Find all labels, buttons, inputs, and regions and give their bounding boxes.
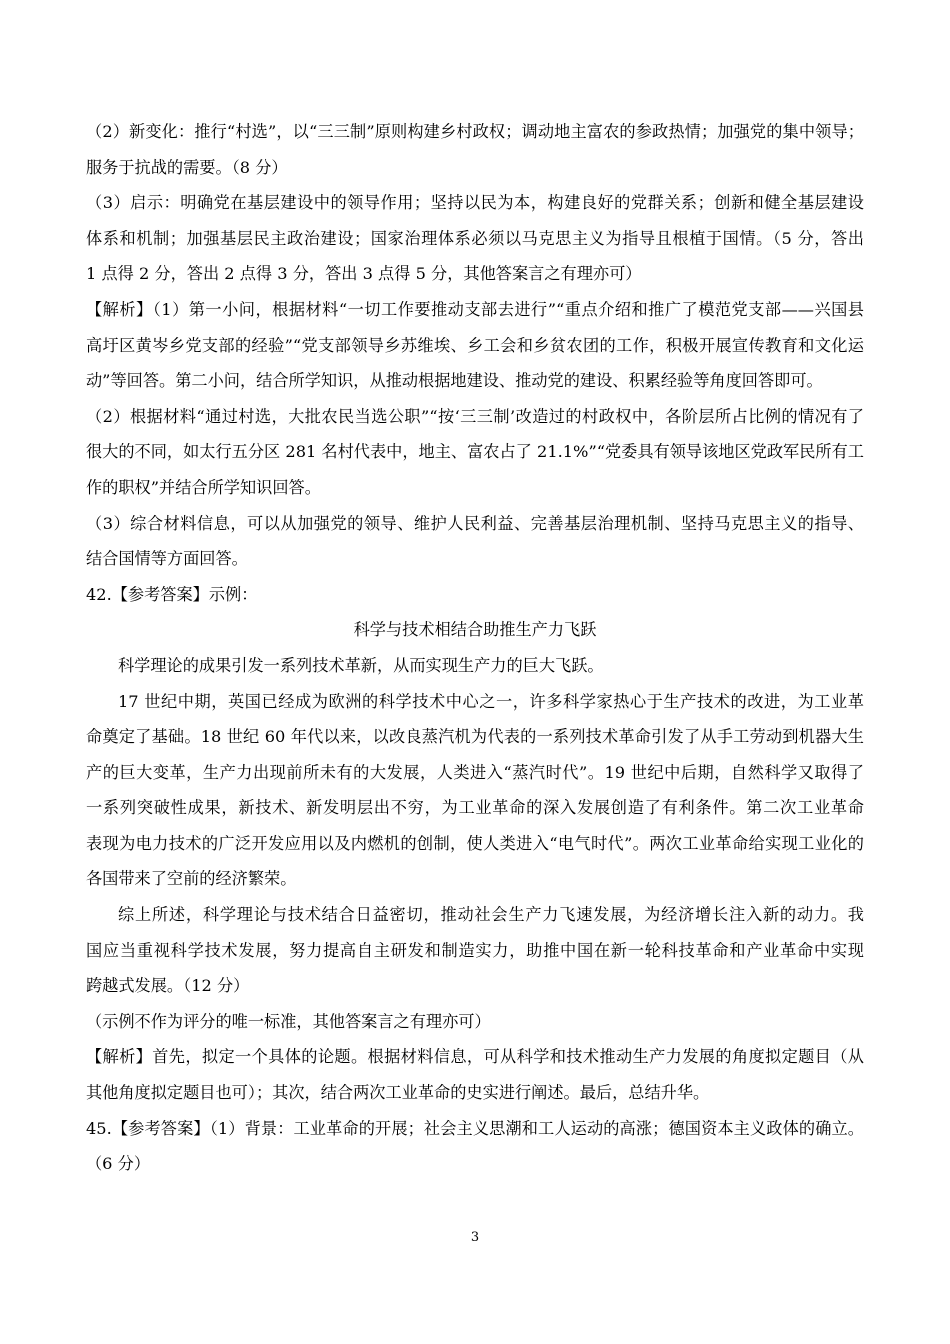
answer-2-line-1: （2）新变化：推行“村选”，以“三三制”原则构建乡村政权；调动地主富农的参政热情；加强党的集中领导；: [86, 122, 864, 141]
answer-3-line-2: 体系和机制；加强基层民主政治建设；国家治理体系必须以马克思主义为指导且根植于国情。（5 分，答出: [86, 228, 864, 248]
analysis-2-line-3: 作的职权”并结合所学知识回答。: [86, 477, 321, 497]
answer-3-line-3: 1 点得 2 分，答出 2 点得 3 分，答出 3 点得 5 分，其他答案言之有理亦可）: [86, 264, 642, 284]
essay-body-line-6: 各国带来了空前的经济繁荣。: [86, 869, 297, 889]
essay-conclusion-line-2: 国应当重视科学技术发展，努力提高自主研发和制造实力，助推中国在新一轮科技革命和产业革命中实现: [86, 940, 864, 960]
answer-3-line-1: （3）启示：明确党在基层建设中的领导作用；坚持以民为本，构建良好的党群关系；创新和健全基层建设: [86, 193, 864, 213]
question-45-line-1: 45.【参考答案】（1）背景：工业革命的开展；社会主义思潮和工人运动的高涨；德国资本主义政体的确立。: [86, 1118, 864, 1138]
analysis-3-line-1: （3）综合材料信息，可以从加强党的领导、维护人民利益、完善基层治理机制、坚持马克思主义的指导、: [86, 513, 864, 533]
essay-body-line-4: 一系列突破性成果，新技术、新发明层出不穷，为工业革命的深入发展创造了有利条件。第二次工业革命: [86, 798, 864, 818]
essay-conclusion-line-3: 跨越式发展。（12 分）: [86, 976, 250, 996]
analysis-2-line-1: （2）根据材料“通过村选，大批农民当选公职”“按‘三三制’改造过的村政权中，各阶层所占比例的情况有了: [86, 406, 864, 426]
analysis-1-line-3: 动”等回答。第二小问，结合所学知识，从推动根据地建设、推动党的建设、积累经验等角度回答即可。: [86, 371, 823, 391]
question-42-heading: 42.【参考答案】示例：: [86, 584, 258, 604]
analysis-2-line-2: 很大的不同，如太行五分区 281 名村代表中，地主、富农占了 21.1%”“党委具有领导该地区党政军民所有工: [86, 442, 864, 462]
analysis-42-line-2: 其他角度拟定题目也可）；其次，结合两次工业革命的史实进行阐述。最后，总结升华。: [86, 1083, 710, 1103]
scoring-note: （示例不作为评分的唯一标准，其他答案言之有理亦可）: [86, 1011, 491, 1031]
essay-body-line-5: 表现为电力技术的广泛开发应用以及内燃机的创制，使人类进入“电气时代”。两次工业革命给实现工业化的: [86, 833, 864, 853]
analysis-1-line-1: 【解析】（1）第一小问，根据材料“一切工作要推动支部去进行”“重点介绍和推广了模范党支部——兴国县: [86, 299, 864, 319]
question-45-line-2: （6 分）: [86, 1154, 151, 1174]
essay-conclusion-line-1: 综上所述，科学理论与技术结合日益密切，推动社会生产力飞速发展，为经济增长注入新的动力。我: [118, 905, 864, 925]
document-body: [86, 114, 864, 1182]
analysis-1-line-2: 高圩区黄岑乡党支部的经验”“党支部领导乡苏维埃、乡工会和乡贫农团的工作，积极开展宣传教育和文化运: [86, 335, 864, 355]
essay-body-line-2: 命奠定了基础。18 世纪 60 年代以来，以改良蒸汽机为代表的一系列技术革命引发了从手工劳动到机器大生: [86, 727, 864, 747]
essay-body-line-3: 产的巨大变革，生产力出现前所未有的大发展，人类进入“蒸汽时代”。19 世纪中后期，自然科学又取得了: [86, 762, 864, 782]
answer-2-line-2: 服务于抗战的需要。（8 分）: [86, 157, 288, 177]
analysis-3-line-2: 结合国情等方面回答。: [86, 549, 248, 569]
page-number: 3: [470, 1230, 480, 1245]
analysis-42-line-1: 【解析】首先，拟定一个具体的论题。根据材料信息，可从科学和技术推动生产力发展的角度拟定题目（从: [86, 1047, 864, 1067]
essay-title: 科学与技术相结合助推生产力飞跃: [353, 620, 597, 640]
essay-body-line-1: 17 世纪中期，英国已经成为欧洲的科学技术中心之一，许多科学家热心于生产技术的改进，为工业革: [118, 691, 864, 711]
essay-thesis: 科学理论的成果引发一系列技术革新，从而实现生产力的巨大飞跃。: [118, 655, 604, 675]
